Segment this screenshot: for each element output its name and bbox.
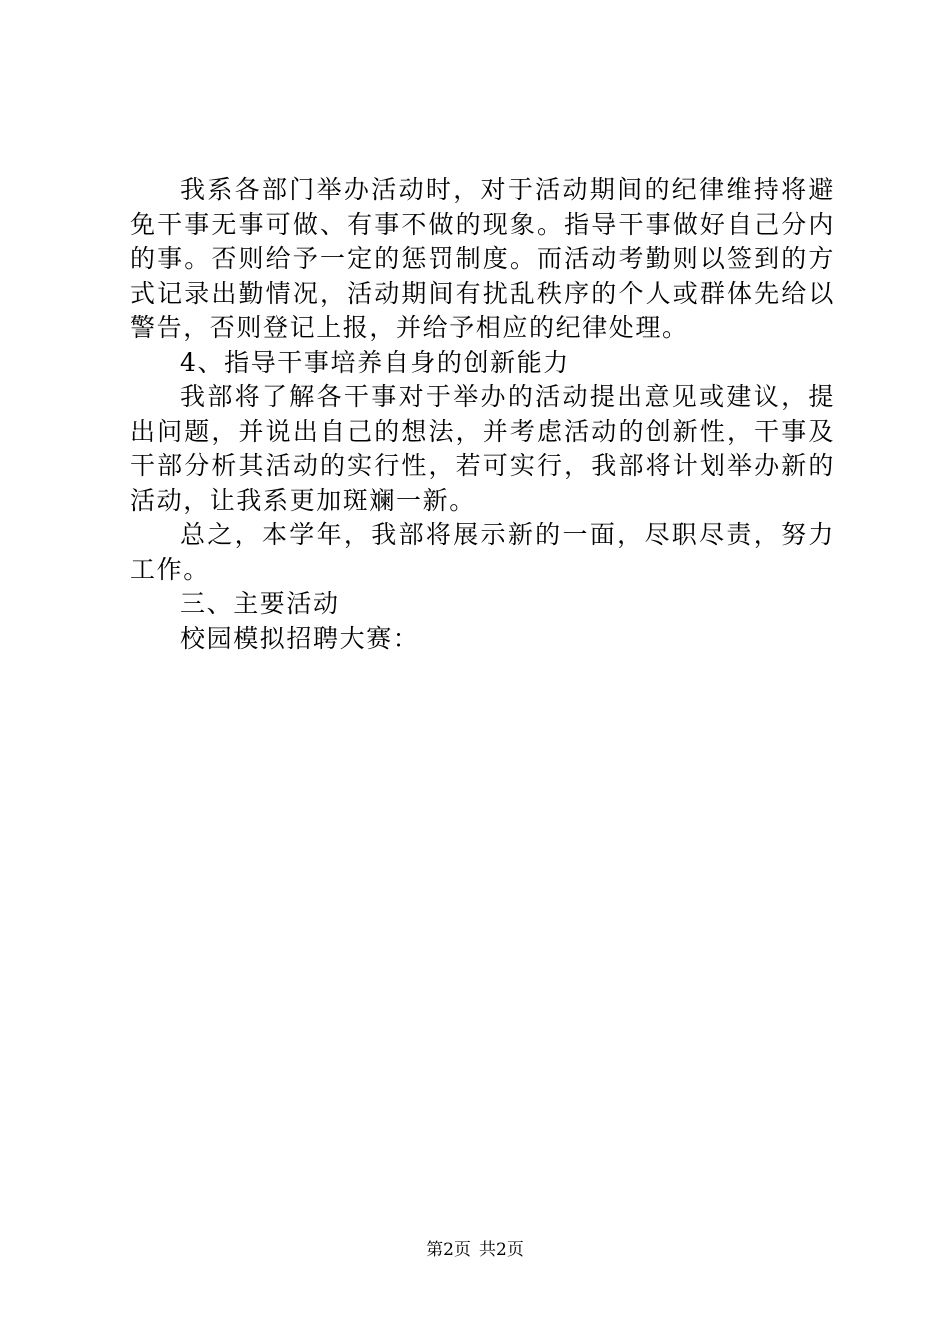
heading-main-activities: 三、主要活动 <box>180 589 340 618</box>
page-number-total: 共2页 <box>479 1240 524 1260</box>
heading-innovation: 4、指导干事培养自身的创新能力 <box>180 347 570 377</box>
document-body <box>130 173 835 656</box>
page-number-current: 第2页 <box>426 1240 471 1260</box>
paragraph-campus-recruitment: 校园模拟招聘大赛： <box>180 623 420 653</box>
paragraph-innovation: 我部将了解各干事对于举办的活动提出意见或建议，提出问题，并说出自己的想法，并考虑活动的创新性，干事及干部分析其活动的实行性，若可实行，我部将计划举办新的活动，让我系更加斑斓一新。 <box>130 382 835 515</box>
page-footer <box>0 1240 950 1260</box>
paragraph-discipline: 我系各部门举办活动时，对于活动期间的纪律维持将避免干事无事可做、有事不做的现象。指导干事做好自己分内的事。否则给予一定的惩罚制度。而活动考勤则以签到的方式记录出勤情况，活动期间有扰乱秩序的个人或群体先给以警告，否则登记上报，并给予相应的纪律处理。 <box>130 175 835 342</box>
paragraph-summary: 总之，本学年，我部将展示新的一面，尽职尽责，努力工作。 <box>130 520 835 584</box>
